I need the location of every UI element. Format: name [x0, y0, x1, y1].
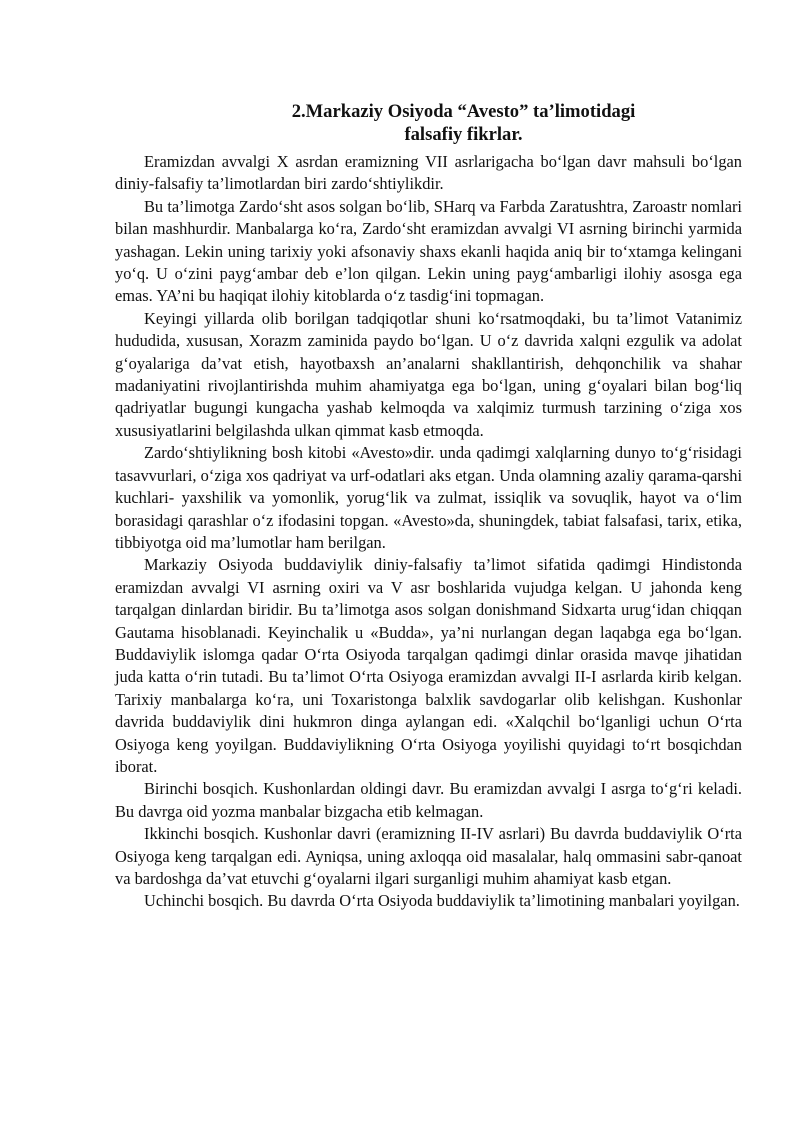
paragraph-stage-three: Uchinchi bosqich. Bu davrda O‘rta Osiyoda buddaviylik ta’limotining manbalari yoyilgan.: [144, 891, 740, 911]
paragraph-khorezm-origin: Keyingi yillarda olib borilgan tadqiqotlar shuni ko‘rsatmoqdaki, bu ta’limot Vatanimiz hududida, xususan, Xorazm zaminida paydo bo‘lgan. U o‘z davrida xalqni ezgulik va adolat g‘oyalariga da’vat etish, hayotbaxsh an’analarni shakllantirish, dehqonchilik va shahar madaniyatini rivojlantirishda muhim ahamiyatga ega bo‘lgan, uning g‘oyalari bilan bog‘liq qadriyatlar bugungi kungacha yashab kelmoqda va xalqimiz turmush tarzining o‘ziga xos xususiyatlarini belgilashda ulkan qimmat kasb etmoqda.: [115, 308, 742, 440]
paragraph-zoroastrianism-intro: Eramizdan avvalgi X asrdan eramizning VII asrlarigacha bo‘lgan davr mahsuli bo‘lgan diniy-falsafiy ta’limotlardan biri zardo‘shtiylikdir.: [115, 152, 742, 194]
paragraph-zoroaster-founder: Bu ta’limotga Zardo‘sht asos solgan bo‘lib, SHarq va Farbda Zaratushtra, Zaroastr nomlari bilan mashhurdir. Manbalarga ko‘ra, Zardo‘sht eramizdan avvalgi VI asrning birinchi yarmida yashagan. Lekin uning tarixiy yoki afsonaviy shaxs ekanli haqida aniq bir to‘xtamga kelingani yo‘q. U o‘zini payg‘ambar deb e’lon qilgan. Lekin uning payg‘ambarligi ilohiy asosga ega emas. YA’ni bu haqiqat ilohiy kitoblarda o‘z tasdig‘ini topmagan.: [115, 196, 742, 306]
section-title: [115, 100, 742, 146]
section-title-line-2: falsafiy fikrlar.: [404, 124, 523, 145]
paragraph-stage-two: Ikkinchi bosqich. Kushonlar davri (eramizning II-IV asrlari) Bu davrda buddaviylik O‘rta Osiyoga keng tarqalgan edi. Ayniqsa, uning axloqqa oid masalalar, halq ommasini sabr-qanoat va bardoshga da’vat etuvchi g‘oyalarni ilgari surganligi muhim ahamiyat kasb etgan.: [115, 824, 742, 888]
section-title-line-1: 2.Markaziy Osiyoda “Avesto” ta’limotidagi: [291, 101, 636, 122]
paragraph-buddhism: Markaziy Osiyoda buddaviylik diniy-falsafiy ta’limot sifatida qadimgi Hindistonda eramizdan avvalgi VI asrning oxiri va V asr boshlarida vujudga kelgan. U jahonda keng tarqalgan dinlardan biridir. Bu ta’limotga asos solgan donishmand Sidxarta urug‘idan chiqqan Gautama hisoblanadi. Keyinchalik u «Budda», ya’ni nurlangan degan laqabga ega bo‘lgan. Buddaviylik islomga qadar O‘rta Osiyoda tarqalgan qadimgi dinlar orasida mavqe jihatidan juda katta o‘rin tutadi. Bu ta’limot O‘rta Osiyoga eramizdan avvalgi II-I asrlarda kirib kelgan. Tarixiy manbalarga ko‘ra, uni Toxaristonga balxlik savdogarlar olib kelishgan. Kushonlar davrida buddaviylik dini hukmron dinga aylangan edi. «Xalqchil bo‘lganligi uchun O‘rta Osiyoga keng yoyilgan. Buddaviylikning O‘rta Osiyoga yoyilishi quyidagi to‘rt bosqichdan iborat.: [115, 555, 742, 776]
document-page: [115, 100, 742, 913]
paragraph-avesto-book: Zardo‘shtiylikning bosh kitobi «Avesto»dir. unda qadimgi xalqlarning dunyo to‘g‘risidagi tasavvurlari, o‘ziga xos qadriyat va urf-odatlari aks etgan. Unda olamning azaliy qarama-qarshi kuchlari- yaxshilik va yomonlik, yorug‘lik va zulmat, issiqlik va sovuqlik, hayot va o‘lim borasidagi qarashlar o‘z ifodasini topgan. «Avesto»da, shuningdek, tabiat falsafasi, tarix, etika, tibbiyotga oid ma’lumotlar ham berilgan.: [115, 443, 742, 552]
paragraph-stage-one: Birinchi bosqich. Kushonlardan oldingi davr. Bu eramizdan avvalgi I asrga to‘g‘ri keladi. Bu davrga oid yozma manbalar bizgacha etib kelmagan.: [115, 779, 742, 821]
